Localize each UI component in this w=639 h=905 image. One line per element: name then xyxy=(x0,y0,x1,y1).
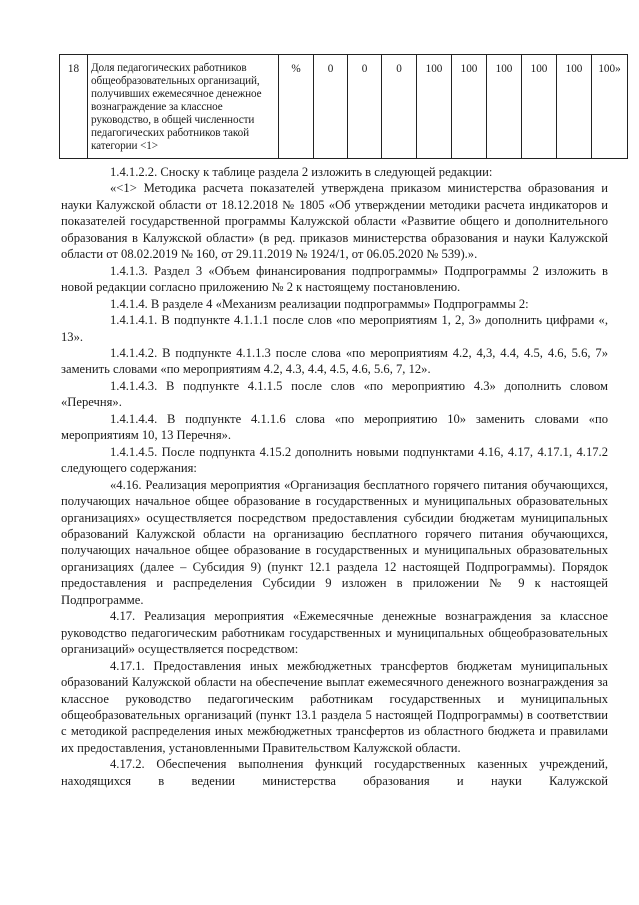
paragraph: 1.4.1.4.3. В подпункте 4.1.1.5 после слов «по мероприятию 4.3» дополнить словом «Перечня». xyxy=(61,378,608,410)
paragraph: 4.17.1. Предоставления иных межбюджетных трансфертов бюджетам муниципальных образований Калужской области на обеспечение выплат ежемесячного денежного вознаграждения за классное руководство педагогическим работникам государственных и муниципальных общеобразовательных организаций (пункт 13.1 раздела 5 настоящей Подпрограммы) в соответствии с методикой распределения иных межбюджетных трансфертов из областного бюджета и правилами их предоставления, установленными Правительством Калужской области. xyxy=(61,658,608,755)
paragraph: «4.16. Реализация мероприятия «Организация бесплатного горячего питания обучающихся, получающих начальное общее образование в государственных и муниципальных образовательных организациях» осуществляется посредством предоставления субсидии бюджетам муниципальных образований Калужской области на организацию бесплатного горячего питания обучающихся, получающих начальное общее образование в государственных и муниципальных образовательных организациях (далее – Субсидия 9) (пункт 12.1 раздела 12 настоящей Подпрограммы). Порядок предоставления и распределения Субсидии 9 изложен в приложении № 9 к настоящей Подпрограмме. xyxy=(61,477,608,607)
paragraph: 1.4.1.4.2. В подпункте 4.1.1.3 после слова «по мероприятиям 4.2, 4,3, 4.4, 4.5, 4.6, 5.6, 7» заменить словами «по мероприятиям 4.2, 4.3, 4.4, 4.5, 4.6, 5.6, 7, 12». xyxy=(61,345,608,377)
indicator-unit: % xyxy=(279,55,314,159)
table-cell-value: 0 xyxy=(382,55,417,159)
table-cell-value: 0 xyxy=(348,55,382,159)
paragraph: «<1> Методика расчета показателей утверждена приказом министерства образования и науки Калужской области от 18.12.2018 № 1805 «Об утверждении методики расчета индикаторов и показателей государственной программы Калужской области «Развитие общего и дополнительного образования в Калужской области» (в ред. приказов министерства образования и науки Калужской области от 08.02.2019 № 160, от 29.11.2019 № 1924/1, от 06.05.2020 № 539).». xyxy=(61,181,608,262)
indicator-name: Доля педагогических работников общеобразовательных организаций, получивших ежемесячное денежное вознаграждение за классное руководство, в общей численности педагогических работников такой категории <1> xyxy=(88,55,279,159)
paragraph: 4.17.2. Обеспечения выполнения функций государственных казенных учреждений, находящихся в ведении министерства образования и науки Калужской xyxy=(61,757,608,788)
table-cell-value: 100 xyxy=(417,55,452,159)
paragraph: 4.17. Реализация мероприятия «Ежемесячные денежные вознаграждения за классное руководство педагогическим работникам государственных и муниципальных общеобразовательных организаций» осуществляется посредством: xyxy=(61,609,608,657)
row-number: 18 xyxy=(60,55,88,159)
paragraph: 1.4.1.3. Раздел 3 «Объем финансирования подпрограммы» Подпрограммы 2 изложить в новой редакции согласно приложению № 2 к настоящему постановлению. xyxy=(61,263,608,295)
table-cell-value: 0 xyxy=(314,55,348,159)
document-body xyxy=(61,164,608,789)
table-cell-value: 100 xyxy=(522,55,557,159)
paragraph: 1.4.1.2.2. Сноску к таблице раздела 2 изложить в следующей редакции: xyxy=(110,165,493,179)
table-cell-value: 100 xyxy=(487,55,522,159)
table-cell-value: 100 xyxy=(557,55,592,159)
table-cell-value: 100» xyxy=(592,55,628,159)
table-row xyxy=(60,55,628,159)
table-cell-value: 100 xyxy=(452,55,487,159)
paragraph: 1.4.1.4.1. В подпункте 4.1.1.1 после слов «по мероприятиям 1, 2, 3» дополнить цифрами «, 13». xyxy=(61,313,608,344)
paragraph: 1.4.1.4.5. После подпункта 4.15.2 дополнить новыми подпунктами 4.16, 4.17, 4.17.1, 4.17.2 следующего содержания: xyxy=(61,444,608,476)
paragraph: 1.4.1.4. В разделе 4 «Механизм реализации подпрограммы» Подпрограммы 2: xyxy=(110,296,529,311)
indicator-table xyxy=(59,54,628,159)
paragraph: 1.4.1.4.4. В подпункте 4.1.1.6 слова «по мероприятию 10» заменить словами «по мероприятиям 10, 13 Перечня». xyxy=(61,411,608,443)
